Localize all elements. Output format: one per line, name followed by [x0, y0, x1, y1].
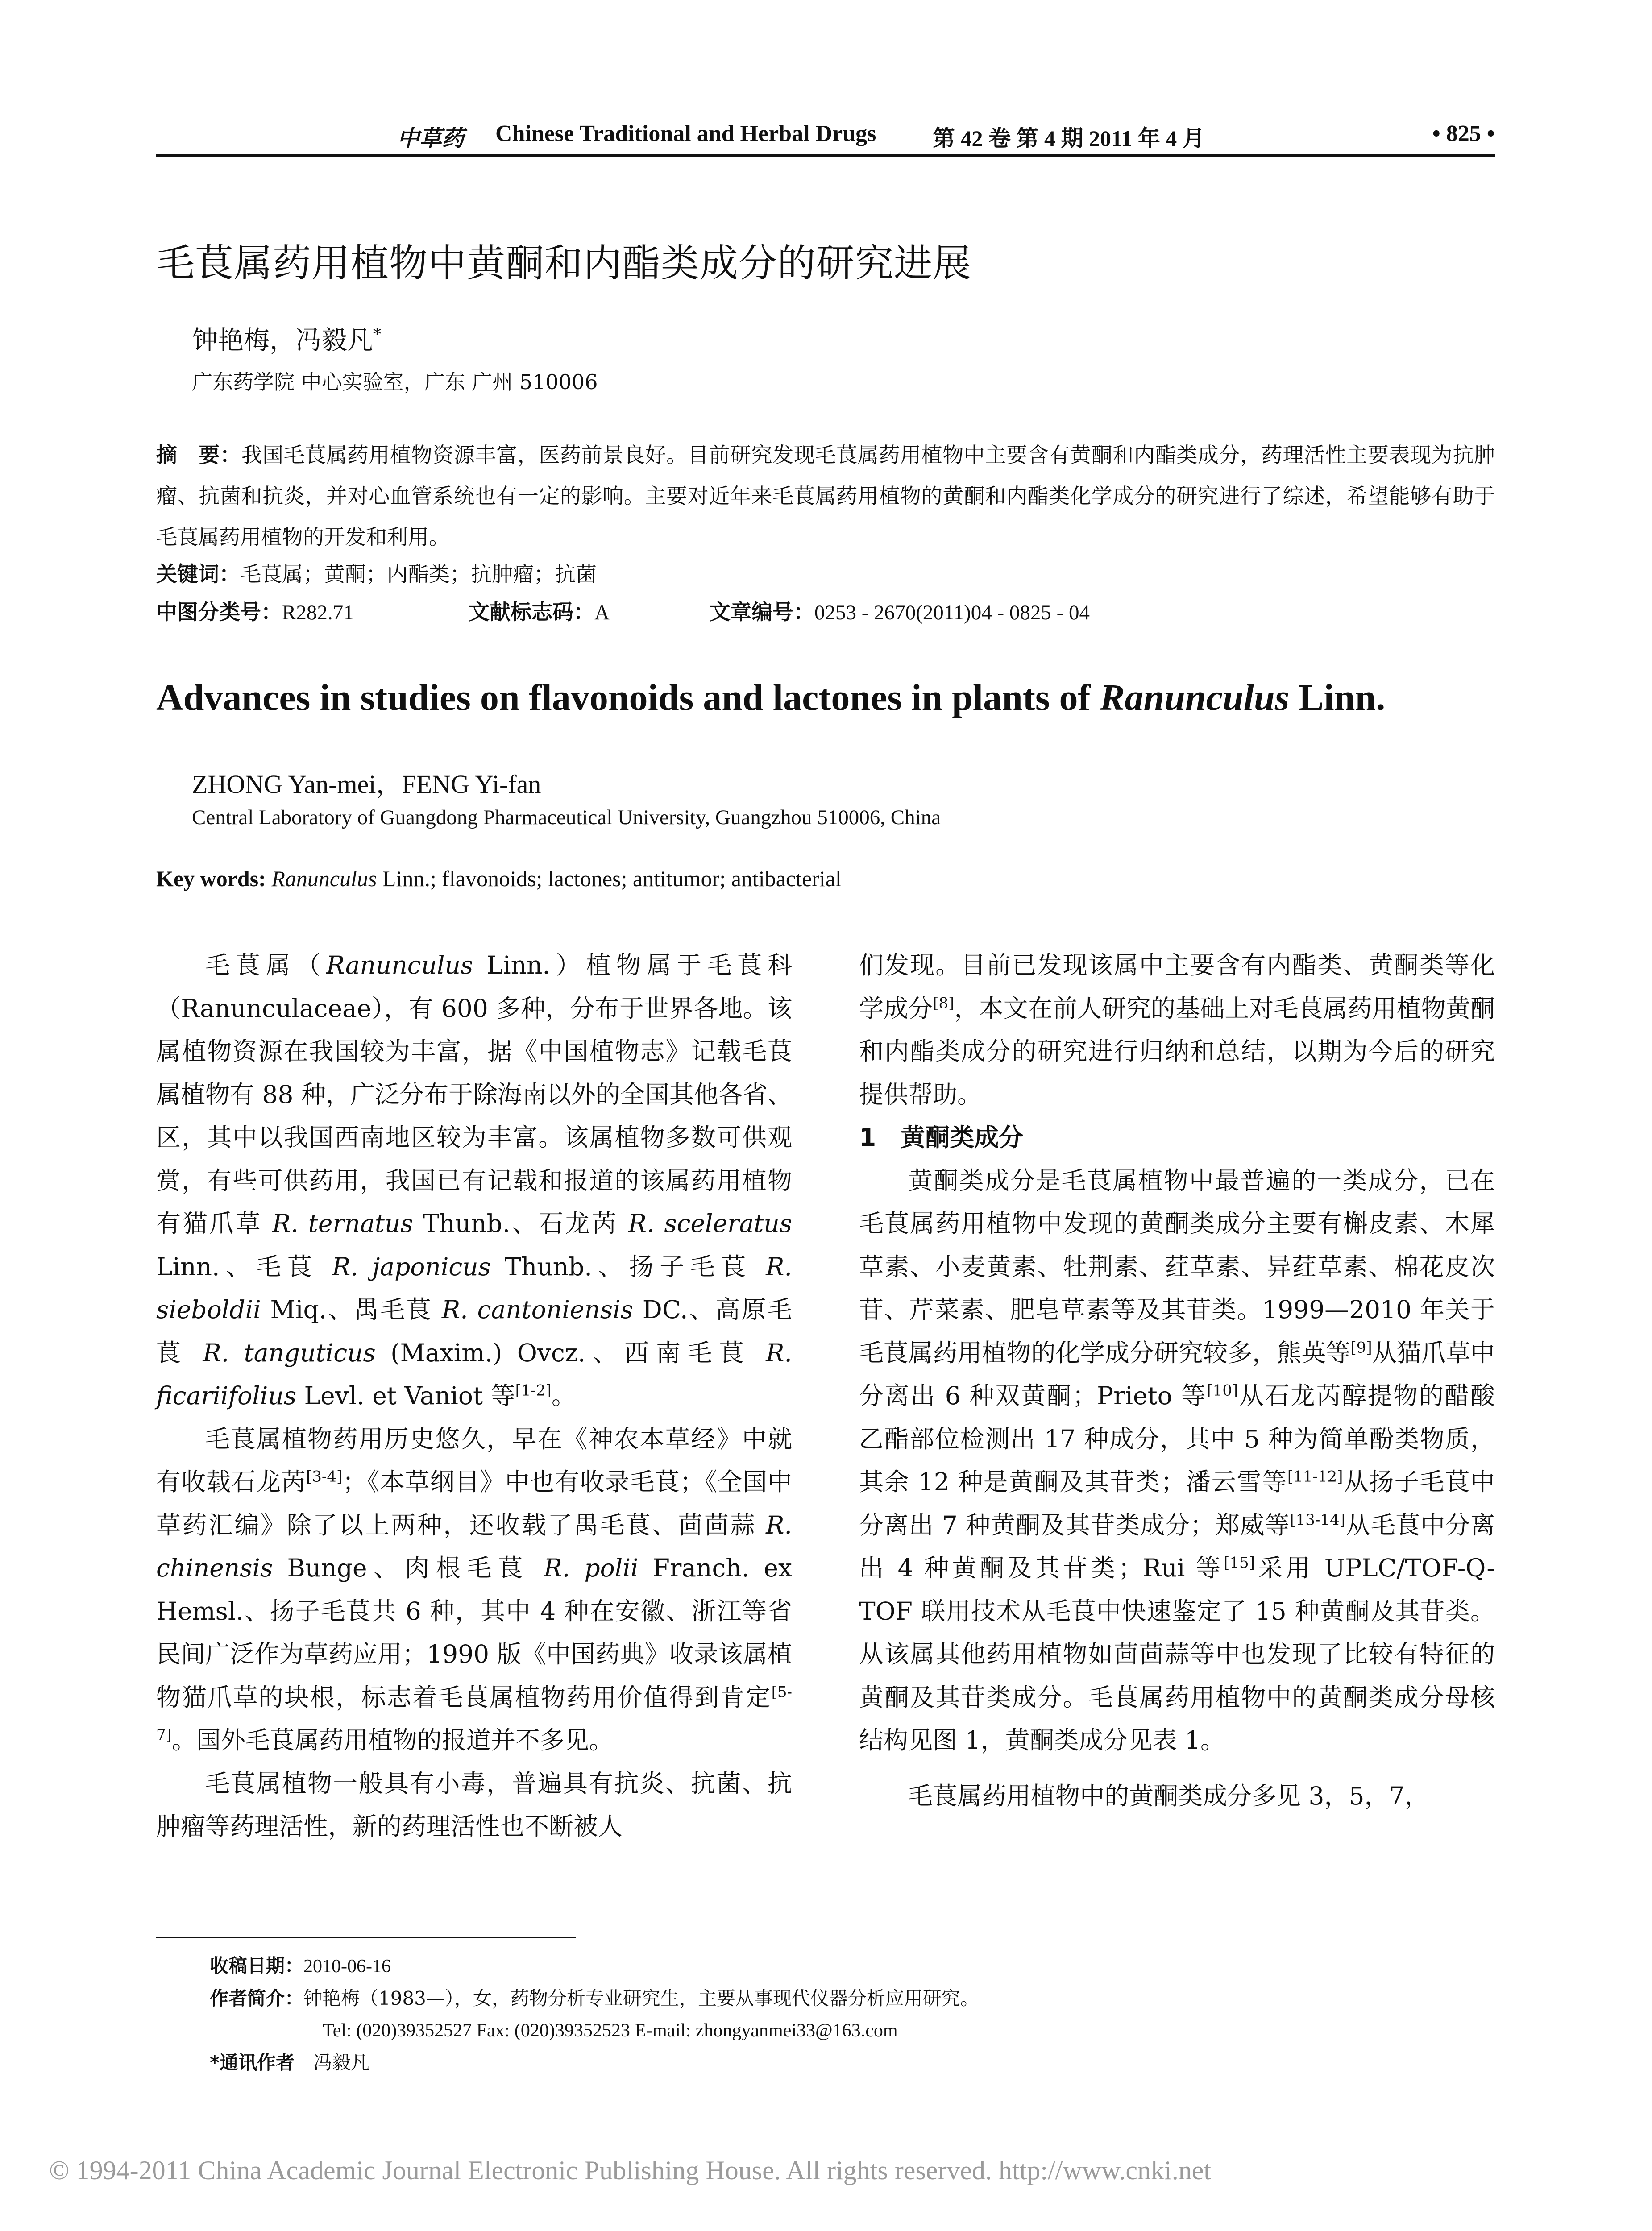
keywords-text: 毛茛属；黄酮；内酯类；抗肿瘤；抗菌 [240, 562, 597, 587]
paragraph-intro: 毛茛属（Ranunculus Linn.）植物属于毛茛科（Ranunculaceae），有 600 多种，分布于世界各地。该属植物资源在我国较为丰富，据《中国植物志》记载毛茛属植物有 88 种，广泛分布于除海南以外的全国其他各省、区，其中以我国西南地区较为丰富。该属植物多数可供观赏，有些可供药用，我国已有记载和报道的该属药用植物有猫爪草 R. ternatus Thunb.、石龙芮 R. sceleratus Linn.、毛茛 R. japonicus Thunb.、扬子毛茛 R. sieboldii Miq.、禺毛茛 R. cantoniensis DC.、高原毛茛 R. tanguticus (Maxim.) Ovcz.、西南毛茛 R. ficariifolius Levl. et Vaniot 等[1-2]。 [156, 951, 793, 1410]
corresponding-mark: * [373, 325, 382, 344]
body-column-left [156, 944, 792, 1848]
title-en-tail: Linn. [1289, 677, 1386, 718]
keywords-cn [156, 558, 597, 588]
keywords-en-label: Key words: [156, 866, 272, 891]
footnote-corresponding: *通讯作者 冯毅凡 [210, 2052, 369, 2073]
doc-label: 文献标志码： [469, 600, 594, 625]
clc-label: 中图分类号： [156, 600, 282, 625]
header-rule [156, 154, 1495, 157]
abstract-cn [156, 435, 1495, 558]
author-names-cn: 钟艳梅，冯毅凡 [192, 325, 374, 355]
page-number: • 825 • [1432, 121, 1495, 146]
article-title-en [156, 676, 1385, 719]
abstract-text: 我国毛茛属药用植物资源丰富，医药前景良好。目前研究发现毛茛属药用植物中主要含有黄酮和内酯类成分，药理活性主要表现为抗肿瘤、抗菌和抗炎，并对心血管系统也有一定的影响。主要对近年来毛茛属药用植物的黄酮和内酯类化学成分的研究进行了综述，希望能够有助于毛茛属药用植物的开发和利用。 [156, 443, 1495, 550]
running-header [156, 120, 1495, 156]
footnote-author-bio: 作者简介：钟艳梅（1983—），女，药物分析专业研究生，主要从事现代仪器分析应用研究。 [210, 1987, 979, 2009]
art-value: 0253 - 2670(2011)04 - 0825 - 04 [814, 601, 1090, 624]
abstract-label: 摘 要： [156, 443, 241, 468]
title-en-genus: Ranunculus [1100, 677, 1290, 718]
authors-cn [192, 319, 381, 357]
keywords-en [156, 866, 842, 892]
keywords-label: 关键词： [156, 562, 240, 587]
body-column-right [859, 944, 1495, 1817]
paragraph-flavonoid-pattern: 毛茛属药用植物中的黄酮类成分多见 3，5，7， [908, 1781, 1429, 1810]
clc-value: R282.71 [282, 601, 354, 624]
keywords-en-text: Linn.; flavonoids; lactones; antitumor; antibacterial [377, 866, 842, 891]
affiliation-cn: 广东药学院 中心实验室，广东 广州 510006 [192, 370, 598, 394]
footnote-rule [156, 1937, 576, 1938]
journal-name-en: Chinese Traditional and Herbal Drugs [495, 121, 876, 146]
title-en-main: Advances in studies on flavonoids and lactones in plants of [156, 677, 1100, 718]
paragraph-history: 毛茛属植物药用历史悠久，早在《神农本草经》中就有收载石龙芮[3-4]；《本草纲目》中也有收录毛茛；《全国中草药汇编》除了以上两种，还收载了禺毛茛、茴茴蒜 R. chinensis Bunge、肉根毛茛 R. polii Franch. ex Hemsl.、扬子毛茛共 6 种，其中 4 种在安徽、浙江等省民间广泛作为草药应用；1990 版《中国药典》收录该属植物猫爪草的块根，标志着毛茛属植物药用价值得到肯定[5-7]。国外毛茛属药用植物的报道并不多见。 [156, 1424, 792, 1754]
paragraph-activity: 毛茛属植物一般具有小毒，普遍具有抗炎、抗菌、抗肿瘤等药理活性，新的药理活性也不断被人 [156, 1769, 792, 1841]
paragraph-flavonoids: 黄酮类成分是毛茛属植物中最普遍的一类成分，已在毛茛属药用植物中发现的黄酮类成分主要有槲皮素、木犀草素、小麦黄素、牡荆素、荭草素、异荭草素、棉花皮次苷、芹菜素、肥皂草素等及其苷类。1999—2010 年关于毛茛属药用植物的化学成分研究较多，熊英等[9]从猫爪草中分离出 6 种双黄酮；Prieto 等[10]从石龙芮醇提物的醋酸乙酯部位检测出 17 种成分，其中 5 种为简单酚类物质，其余 12 种是黄酮及其苷类；潘云雪等[11-12]从扬子毛茛中分离出 7 种黄酮及其苷类成分；郑威等[13-14]从毛茛中分离出 4 种黄酮及其苷类；Rui 等[15]采用 UPLC/TOF-Q-TOF 联用技术从毛茛中快速鉴定了 15 种黄酮及其苷类。从该属其他药用植物如茴茴蒜等中也发现了比较有特征的黄酮及其苷类成分。毛茛属药用植物中的黄酮类成分母核结构见图 1，黄酮类成分见表 1。 [859, 1166, 1495, 1754]
authors-en: ZHONG Yan-mei，FENG Yi-fan [192, 770, 541, 799]
affiliation-en: Central Laboratory of Guangdong Pharmaceutical University, Guangzhou 510006, China [192, 806, 941, 829]
journal-name-cn: 中草药 [397, 125, 464, 151]
issue-info: 第 42 卷 第 4 期 2011 年 4 月 [933, 126, 1205, 151]
footnote-received: 收稿日期：2010-06-16 [210, 1955, 391, 1977]
keywords-en-genus: Ranunculus [271, 866, 377, 891]
footnote-contact: Tel: (020)39352527 Fax: (020)39352523 E-mail: zhongyanmei33@163.com [323, 2020, 898, 2041]
article-title-cn: 毛茛属药用植物中黄酮和内酯类成分的研究进展 [156, 241, 971, 286]
article-number [710, 596, 1090, 626]
copyright-notice: © 1994-2011 China Academic Journal Electronic Publishing House. All rights reserved. http://www.cnki.net [49, 2156, 1212, 2185]
footnotes [210, 1950, 979, 2079]
clc-number [156, 596, 354, 626]
art-label: 文章编号： [710, 600, 814, 625]
section-heading-flavonoids: 1 黄酮类成分 [859, 1123, 1024, 1152]
doc-value: A [594, 601, 610, 624]
document-code [469, 596, 610, 626]
paragraph-activity-cont: 们发现。目前已发现该属中主要含有内酯类、黄酮类等化学成分[8]，本文在前人研究的基础上对毛茛属药用植物黄酮和内酯类成分的研究进行归纳和总结，以期为今后的研究提供帮助。 [859, 951, 1495, 1109]
